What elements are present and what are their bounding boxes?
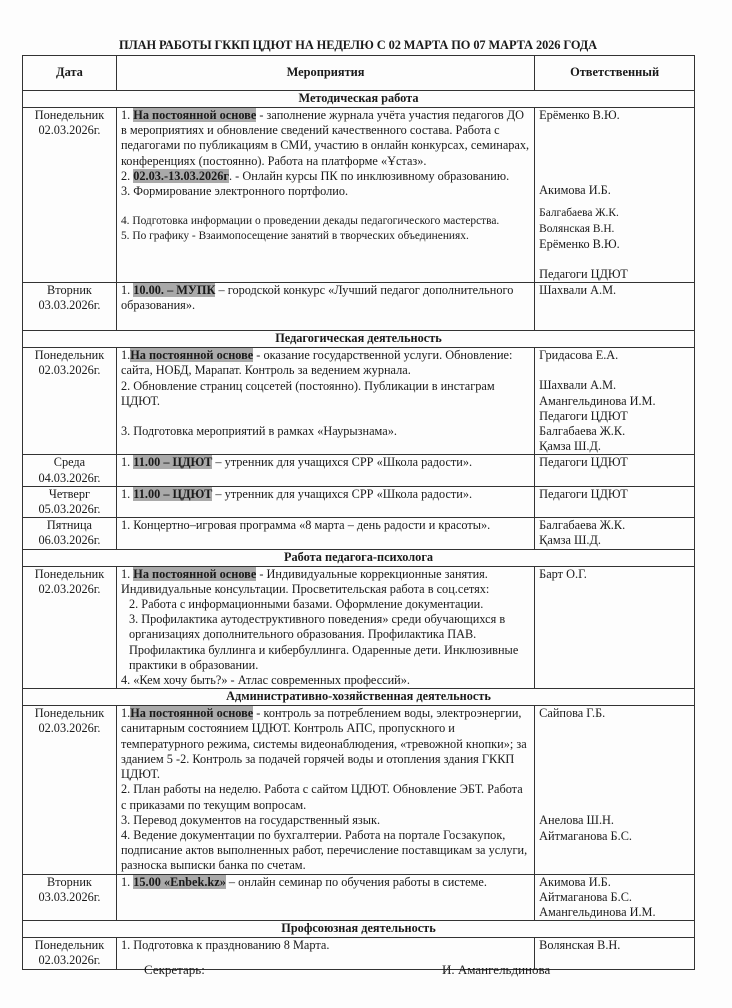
responsible-person: Балгабаева Ж.К. xyxy=(539,518,626,533)
activity-item: 2. Обновление страниц соцсетей (постоянно). Публикации в инстаграм ЦДЮТ. xyxy=(120,378,495,408)
day-name: Понедельник xyxy=(34,706,105,721)
responsible-cell xyxy=(535,348,695,455)
table-row xyxy=(23,455,695,486)
table-row xyxy=(23,938,695,969)
date-cell xyxy=(23,874,117,921)
responsible-person: Акимова И.Б. xyxy=(539,183,611,198)
activity-item: 3. Формирование электронного портфолио. xyxy=(120,184,349,199)
activity-item: 3. Подготовка мероприятий в рамках «Наурызнама». xyxy=(120,424,397,439)
date-cell xyxy=(23,518,117,549)
date-value: 03.03.2026г. xyxy=(38,298,101,313)
activities-cell xyxy=(116,518,534,549)
responsible-person: Педагоги ЦДЮТ xyxy=(539,486,628,501)
column-header-date: Дата xyxy=(23,56,117,91)
day-name: Четверг xyxy=(48,486,91,501)
date-value: 03.03.2026г. xyxy=(38,889,101,904)
responsible-person: Балгабаева Ж.К. xyxy=(539,424,626,439)
date-cell xyxy=(23,706,117,874)
day-name: Понедельник xyxy=(34,108,105,122)
table-row xyxy=(23,874,695,921)
activity-item: 4. «Кем хочу быть?» - Атлас современных профессий». xyxy=(120,673,410,688)
responsible-person: Педагоги ЦДЮТ xyxy=(539,455,628,470)
date-cell xyxy=(23,283,117,331)
table-row xyxy=(23,486,695,517)
date-cell xyxy=(23,486,117,517)
day-name: Вторник xyxy=(47,874,92,889)
responsible-person: Сайпова Г.Б. xyxy=(539,706,606,721)
date-value: 02.03.2026г. xyxy=(38,123,101,138)
activities-cell xyxy=(116,348,534,455)
date-value: 02.03.2026г. xyxy=(38,581,101,596)
responsible-person: Шахвали А.М. xyxy=(539,378,617,393)
responsible-cell xyxy=(535,108,695,283)
responsible-person: Ерёменко В.Ю. xyxy=(539,236,620,251)
day-name: Понедельник xyxy=(34,566,105,581)
activities-cell xyxy=(116,283,534,331)
activity-item: 3. Профилактика аутодеструктивного поведения» среди обучающихся в организациях дополнительного образования. Профилактика ПАВ. Профилактика буллинга и кибербуллинга. Одаренные дети. Инклюзивные практики в образовании. xyxy=(128,612,519,672)
responsible-cell xyxy=(535,283,695,331)
activity-item: 1. 11.00 – ЦДЮТ – утренник для учащихся СРР «Школа радости». xyxy=(120,486,473,501)
date-cell xyxy=(23,566,117,689)
secretary-name: И. Амангельдинова xyxy=(442,962,551,977)
activity-item: 1.На постоянной основе - контроль за потреблением воды, электроэнергии, санитарным состоянием ЦДЮТ. Контроль АПС, пропускного и температурного режима, системы видеонаблюдения, «тревожной кнопки»; за зданием 5 -2. Контроль за подачей горячей воды и отопления здания ГККП ЦДЮТ. xyxy=(120,706,527,782)
activity-item: 2. План работы на неделю. Работа с сайтом ЦДЮТ. Обновление ЭБТ. Работа с приказами по текущим вопросам. xyxy=(120,782,523,812)
secretary-label: Секретарь: xyxy=(144,962,205,977)
highlight: 02.03.-13.03.2026г xyxy=(133,168,230,183)
activities-cell xyxy=(116,455,534,486)
table-row xyxy=(23,348,695,455)
day-name: Пятница xyxy=(46,518,93,533)
activity-item: 1.На постоянной основе - оказание государственной услуги. Обновление: сайта, НОБД, Марапат. Контроль за ведением журнала. xyxy=(120,348,513,378)
date-cell xyxy=(23,108,117,283)
responsible-person: Қамза Ш.Д. xyxy=(539,439,601,454)
day-name: Среда xyxy=(53,455,86,470)
highlight: На постоянной основе xyxy=(130,706,254,721)
table-header-row xyxy=(23,56,695,91)
highlight: На постоянной основе xyxy=(133,108,257,122)
responsible-person: Гридасова Е.А. xyxy=(539,348,619,363)
date-value: 06.03.2026г. xyxy=(38,533,101,548)
activities-cell xyxy=(116,486,534,517)
day-name: Понедельник xyxy=(34,348,105,363)
column-header-responsible: Ответственный xyxy=(535,56,695,91)
section-admin: Административно-хозяйственная деятельность xyxy=(23,689,695,706)
table-row xyxy=(23,108,695,283)
responsible-cell xyxy=(535,566,695,689)
table-row xyxy=(23,283,695,331)
responsible-person: Амангельдинова И.М. xyxy=(539,904,656,919)
activity-item: 1. 11.00 – ЦДЮТ – утренник для учащихся СРР «Школа радости». xyxy=(120,455,473,470)
activities-cell xyxy=(116,874,534,921)
activities-cell xyxy=(116,706,534,874)
document-title: ПЛАН РАБОТЫ ГККП ЦДЮТ НА НЕДЕЛЮ С 02 МАРТА ПО 07 МАРТА 2026 ГОДА xyxy=(118,38,598,52)
responsible-person: Педагоги ЦДЮТ xyxy=(539,267,628,282)
date-cell xyxy=(23,455,117,486)
date-value: 04.03.2026г. xyxy=(38,470,101,485)
date-value: 02.03.2026г. xyxy=(38,721,101,736)
date-value: 05.03.2026г. xyxy=(38,502,101,517)
responsible-person: Амангельдинова И.М. xyxy=(539,393,656,408)
section-union: Профсоюзная деятельность xyxy=(23,921,695,938)
table-row xyxy=(23,706,695,874)
responsible-cell xyxy=(535,486,695,517)
responsible-person: Шахвали А.М. xyxy=(539,283,617,298)
activity-item: 1. На постоянной основе - заполнение журнала учёта участия педагогов ДО в мероприятиях и обновление сведений качественного состава. Работа с педагогами по публикациям в СМИ, участию в онлайн конкурсах, семинарах, конференциях (постоянно). Работа на платформе «Ұстаз». xyxy=(120,108,530,168)
column-header-activities: Мероприятия xyxy=(116,56,534,91)
activity-item: 1. 15.00 «Enbek.kz» – онлайн семинар по обучения работы в системе. xyxy=(120,874,487,889)
activity-item: 4. Ведение документации по бухгалтерии. Работа на портале Госзакупок, подписание актов выполненных работ, перечисление поставщикам за услуги, разноска выписки банка по счетам. xyxy=(120,827,528,873)
responsible-person: Ерёменко В.Ю. xyxy=(539,108,620,122)
section-pedagogical: Педагогическая деятельность xyxy=(23,331,695,348)
responsible-cell xyxy=(535,455,695,486)
activity-item: 3. Перевод документов на государственный язык. xyxy=(120,812,381,827)
highlight: 15.00 «Enbek.kz» xyxy=(133,874,226,889)
responsible-cell xyxy=(535,518,695,549)
responsible-person: Айтмаганова Б.С. xyxy=(539,828,632,843)
activity-item: 1. Концертно–игровая программа «8 марта – день радости и красоты». xyxy=(120,518,491,533)
highlight: На постоянной основе xyxy=(130,348,254,363)
responsible-person: Волянская В.Н. xyxy=(539,222,615,235)
highlight: 10.00. – МУПК xyxy=(133,283,216,298)
responsible-person: Педагоги ЦДЮТ xyxy=(539,408,628,423)
responsible-person: Волянская В.Н. xyxy=(539,938,621,953)
activities-cell xyxy=(116,108,534,283)
responsible-person: Балгабаева Ж.К. xyxy=(539,207,619,220)
date-cell xyxy=(23,938,117,969)
activity-item: 2. 02.03.-13.03.2026г. - Онлайн курсы ПК по инклюзивному образованию. xyxy=(120,168,510,183)
section-methodical: Методическая работа xyxy=(23,91,695,108)
date-value: 02.03.2026г. xyxy=(38,953,101,968)
responsible-person: Барт О.Г. xyxy=(539,566,587,581)
activity-item: 4. Подготовка информации о проведении декады педагогического мастерства. xyxy=(120,215,500,228)
activity-item: 1. 10.00. – МУПК – городской конкурс «Лучший педагог дополнительного образования». xyxy=(120,283,514,313)
date-cell xyxy=(23,348,117,455)
responsible-person: Анелова Ш.Н. xyxy=(539,813,614,828)
table-row xyxy=(23,566,695,689)
activity-item: 1. На постоянной основе - Индивидуальные коррекционные занятия. Индивидуальные консультации. Просветительская работа в соц.сетях: xyxy=(120,566,490,596)
work-plan-table xyxy=(22,55,695,970)
date-value: 02.03.2026г. xyxy=(38,363,101,378)
responsible-cell xyxy=(535,874,695,921)
activity-item: 5. По графику - Взаимопосещение занятий в творческих объединениях. xyxy=(120,230,469,243)
table-row xyxy=(23,518,695,549)
responsible-cell xyxy=(535,938,695,969)
activity-item: 2. Работа с информационными базами. Оформление документации. xyxy=(128,597,484,612)
responsible-person: Айтмаганова Б.С. xyxy=(539,889,632,904)
highlight: На постоянной основе xyxy=(133,566,257,581)
section-psychologist: Работа педагога-психолога xyxy=(23,549,695,566)
day-name: Понедельник xyxy=(34,938,105,953)
highlight: 11.00 – ЦДЮТ xyxy=(133,486,213,501)
activities-cell xyxy=(116,566,534,689)
responsible-person: Қамза Ш.Д. xyxy=(539,533,601,548)
activity-item: 1. Подготовка к празднованию 8 Марта. xyxy=(120,938,330,953)
highlight: 11.00 – ЦДЮТ xyxy=(133,455,213,470)
day-name: Вторник xyxy=(47,283,92,298)
responsible-person: Акимова И.Б. xyxy=(539,874,611,889)
responsible-cell xyxy=(535,706,695,874)
